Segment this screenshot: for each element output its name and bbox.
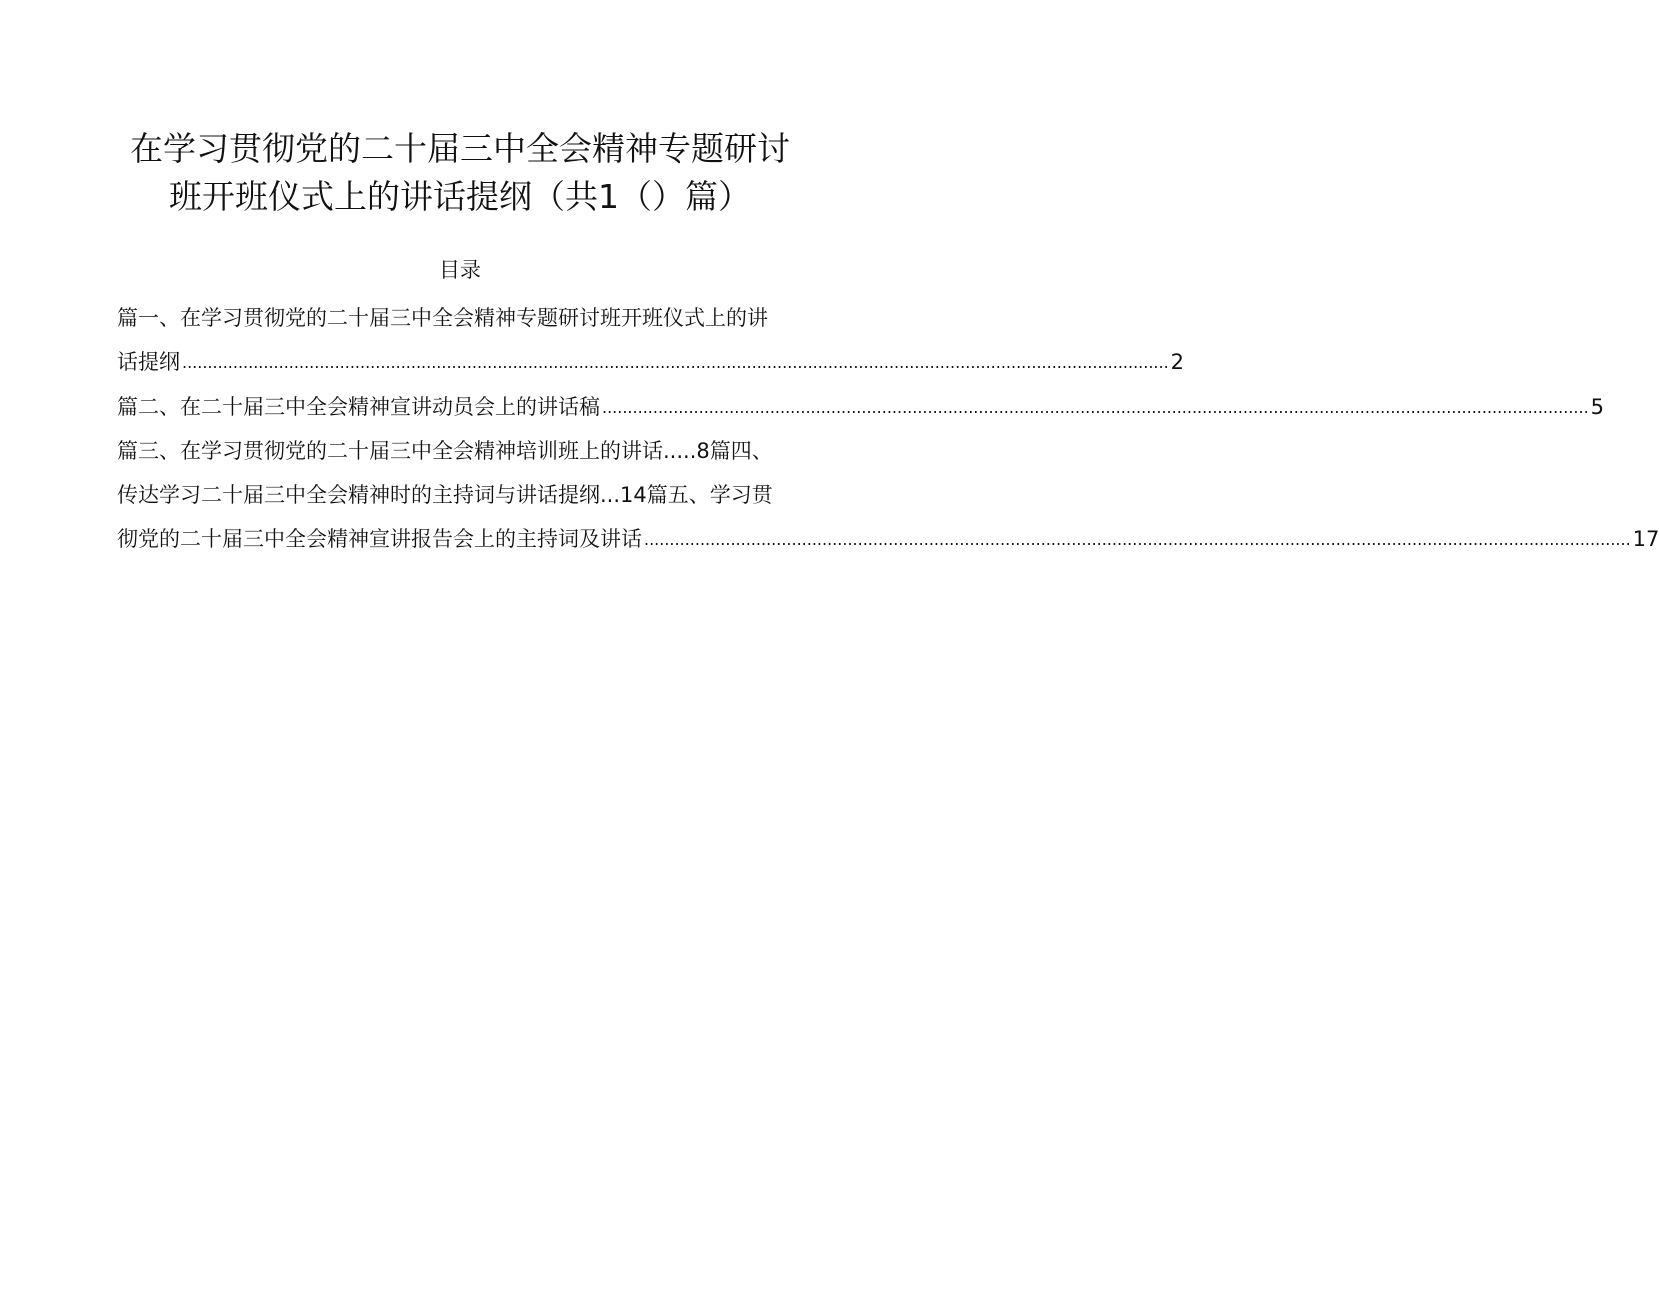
toc-page-number: 2 [1170, 350, 1185, 374]
toc-entry-1-line-1: 篇一、在学习贯彻党的二十届三中全会精神专题研讨班开班仪式上的讲 [117, 306, 768, 330]
toc-entry-text: 彻党的二十届三中全会精神宣讲报告会上的主持词及讲话 [117, 527, 642, 551]
toc-leader-dots: .................................................................................................................................................................................................. [644, 530, 1631, 549]
toc-entry-3: 篇三、在学习贯彻党的二十届三中全会精神培训班上的讲话.....8篇四、 [117, 439, 773, 463]
toc-page-number: 17 [1632, 527, 1659, 551]
toc-entry-text: 篇二、在二十届三中全会精神宣讲动员会上的讲话稿 [117, 395, 600, 419]
toc-leader-dots: .................................................................................................................................................................................................. [182, 353, 1169, 372]
toc-entry-text: 话提纲 [117, 350, 180, 374]
toc-entry-2 [117, 395, 1605, 419]
toc-entry-1-line-2 [117, 350, 1185, 374]
document-title-line-2: 班开班仪式上的讲话提纲（共1（）篇） [169, 177, 751, 216]
document-title-line-1: 在学习贯彻党的二十届三中全会精神专题研讨 [130, 129, 790, 168]
toc-heading: 目录 [439, 258, 481, 282]
toc-entry-5 [117, 527, 1659, 551]
toc-leader-dots: .................................................................................................................................................................................................. [602, 398, 1589, 417]
toc-page-number: 5 [1590, 395, 1605, 419]
toc-entry-4: 传达学习二十届三中全会精神时的主持词与讲话提纲...14篇五、学习贯 [117, 483, 773, 507]
